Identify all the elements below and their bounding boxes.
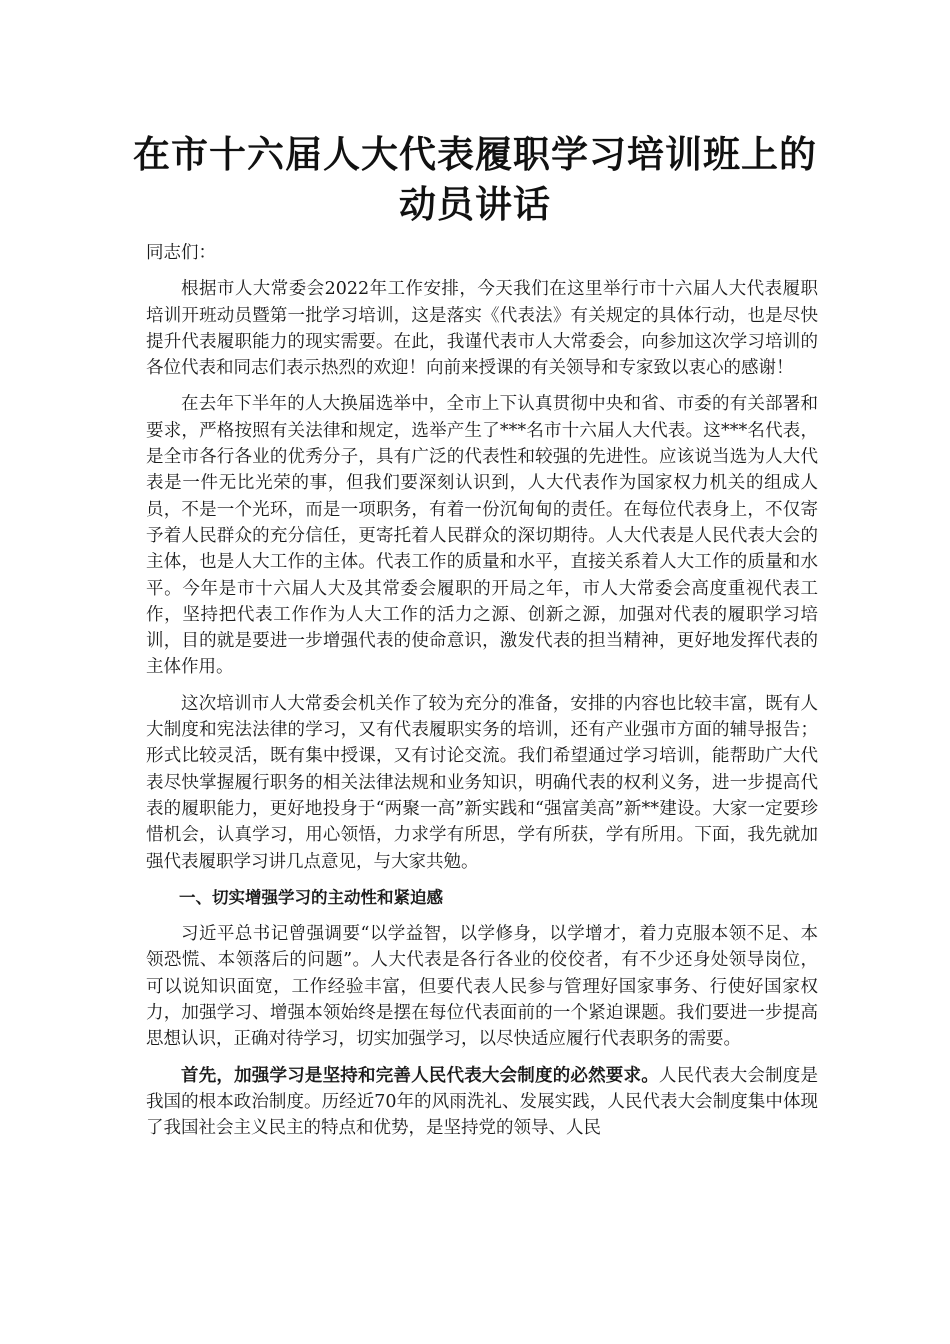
section-heading-1: 一、切实增强学习的主动性和紧迫感 bbox=[179, 887, 443, 907]
paragraph-5 bbox=[146, 1063, 818, 1142]
document-title-line1: 在市十六届人大代表履职学习培训班上的 bbox=[133, 132, 817, 176]
paragraph-5-rest: 人民代表大会制度是我国的根本政治制度。历经近70年的风雨洗礼、发展实践，人民代表大会制度集中体现了我国社会主义民主的特点和优势，是坚持党的领导、人民 bbox=[146, 1065, 819, 1139]
paragraph-2: 在去年下半年的人大换届选举中，全市上下认真贯彻中央和省、市委的有关部署和要求，严格按照有关法律和规定，选举产生了***名市十六届人大代表。这***名代表，是全市各行各业的优秀分子，具有广泛的代表性和较强的先进性。应该说当选为人大代表是一件无比光荣的事，但我们要深刻认识到，人大代表作为国家权力机关的组成人员，不是一个光环，而是一项职务，有着一份沉甸甸的责任。在每位代表身上，不仅寄予着人民群众的充分信任，更寄托着人民群众的深切期待。人大代表是人民代表大会的主体，也是人大工作的主体。代表工作的质量和水平，直接关系着人大工作的质量和水平。今年是市十六届人大及其常委会履职的开局之年，市人大常委会高度重视代表工作，坚持把代表工作作为人大工作的活力之源、创新之源，加强对代表的履职学习培训，目的就是要进一步增强代表的使命意识，激发代表的担当精神，更好地发挥代表的主体作用。 bbox=[146, 394, 818, 678]
paragraph-5-lead: 首先，加强学习是坚持和完善人民代表大会制度的必然要求。 bbox=[181, 1065, 659, 1086]
document-title-line2: 动员讲话 bbox=[399, 182, 551, 226]
salutation: 同志们： bbox=[146, 243, 216, 263]
paragraph-4: 习近平总书记曾强调要“以学益智，以学修身，以学增才，着力克服本领不足、本领恐慌、本领落后的问题”。人大代表是各行各业的佼佼者，有不少还身处领导岗位，可以说知识面宽，工作经验丰富，但要代表人民参与管理好国家事务、行使好国家权力，加强学习、增强本领始终是摆在每位代表面前的一个紧迫课题。我们要进一步提高思想认识，正确对待学习，切实加强学习，以尽快适应履行代表职务的需要。 bbox=[146, 924, 818, 1050]
document-body bbox=[146, 240, 818, 1142]
paragraph-3: 这次培训市人大常委会机关作了较为充分的准备，安排的内容也比较丰富，既有人大制度和宪法法律的学习，又有代表履职实务的培训，还有产业强市方面的辅导报告；形式比较灵活，既有集中授课，又有讨论交流。我们希望通过学习培训，能帮助广大代表尽快掌握履行职务的相关法律法规和业务知识，明确代表的权利义务，进一步提高代表的履职能力，更好地投身于“两聚一高”新实践和“强富美高”新**建设。大家一定要珍惜机会，认真学习，用心领悟，力求学有所思，学有所获，学有所用。下面，我先就加强代表履职学习讲几点意见，与大家共勉。 bbox=[146, 693, 818, 872]
paragraph-1: 根据市人大常委会2022年工作安排，今天我们在这里举行市十六届人大代表履职培训开班动员暨第一批学习培训，这是落实《代表法》有关规定的具体行动，也是尽快提升代表履职能力的现实需要。在此，我谨代表市人大常委会，向参加这次学习培训的各位代表和同志们表示热烈的欢迎！向前来授课的有关领导和专家致以衷心的感谢！ bbox=[146, 279, 818, 379]
